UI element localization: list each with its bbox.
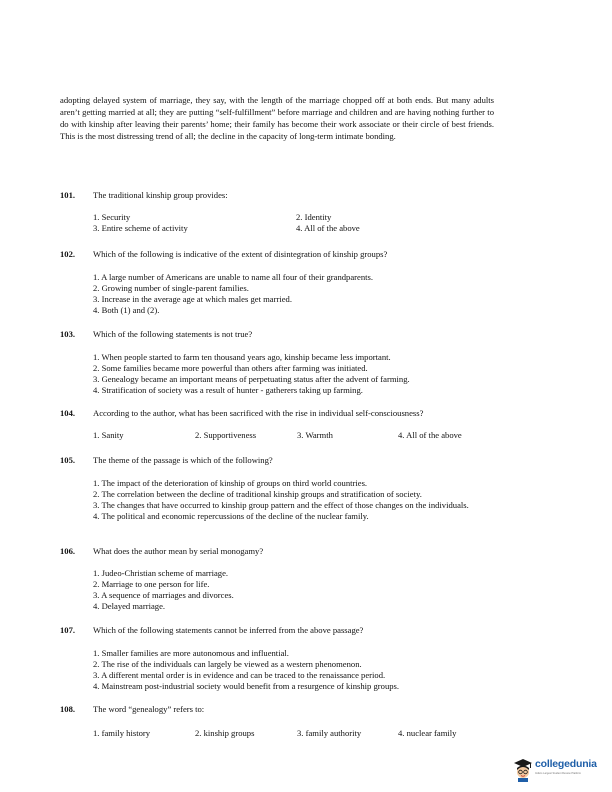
option: 1. The impact of the deterioration of kinship of groups on third world countries.: [93, 478, 368, 488]
option: 3. Genealogy became an important means of perpetuating status after the advent of farming.: [93, 374, 410, 384]
option: 3. Warmth: [297, 430, 333, 440]
option: 1. Smaller families are more autonomous and influential.: [93, 648, 289, 658]
option: 2. The rise of the individuals can largely be viewed as a western phenomenon.: [93, 659, 362, 669]
collegedunia-logo: [513, 757, 607, 785]
question-text: The theme of the passage is which of the following?: [93, 455, 273, 465]
option: 1. A large number of Americans are unable to name all four of their grandparents.: [93, 272, 373, 282]
question-text: What does the author mean by serial monogamy?: [93, 546, 264, 556]
option: 1. Security: [93, 212, 131, 222]
question-text: Which of the following statements is not true?: [93, 329, 253, 339]
option: 4. nuclear family: [398, 728, 457, 738]
option: 4. Stratification of society was a result of hunter - gatherers taking up farming.: [93, 385, 363, 395]
option: 3. Increase in the average age at which males get married.: [93, 294, 292, 304]
question-101: [60, 190, 500, 234]
option: 4. Both (1) and (2).: [93, 305, 160, 315]
option: 1. Sanity: [93, 430, 124, 440]
option: 4. Mainstream post-industrial society would benefit from a resurgence of kinship groups.: [93, 681, 400, 691]
option: 2. Some families became more powerful than others after farming was initiated.: [93, 363, 368, 373]
logo-wordmark: collegedunia: [535, 758, 597, 770]
option: 2. Marriage to one person for life.: [93, 579, 210, 589]
question-text: According to the author, what has been sacrificed with the rise in individual self-consciousness?: [93, 408, 424, 418]
logo-tagline: India's Largest Student Review Platform: [535, 772, 582, 775]
passage-end: adopting delayed system of marriage, they say, with the length of the marriage chopped off at both ends. But many adults aren’t getting married at all; they are putting “self-fulfillment” before marriage and children and are having nothing further to do with kinship after leaving their parents’ home; their family has become their work associate or their circle of best friends. This is the most distressing trend of all; the decline in the capacity of long-term intimate bonding.: [60, 95, 494, 141]
question-text: Which of the following is indicative of the extent of disintegration of kinship groups?: [93, 249, 388, 259]
question-text: The traditional kinship group provides:: [93, 190, 228, 200]
question-number: 102.: [60, 249, 76, 259]
question-102: [60, 249, 500, 316]
question-number: 107.: [60, 625, 76, 635]
option: 2. Supportiveness: [195, 430, 257, 440]
question-104: [60, 408, 500, 442]
question-106: [60, 546, 500, 612]
option: 3. A sequence of marriages and divorces.: [93, 590, 234, 600]
question-103: [60, 329, 500, 396]
option: 1. When people started to farm ten thousand years ago, kinship became less important.: [93, 352, 391, 362]
option: 2. The correlation between the decline of traditional kinship groups and stratification of society.: [93, 489, 422, 499]
question-number: 101.: [60, 190, 76, 200]
option: 1. family history: [93, 728, 151, 738]
graduate-mascot-icon: [513, 758, 533, 782]
option: 4. All of the above: [296, 223, 360, 233]
question-108: [60, 704, 500, 740]
option: 3. The changes that have occurred to kinship group pattern and the effect of those changes on the individuals.: [93, 500, 469, 510]
option: 2. Identity: [296, 212, 332, 222]
question-number: 108.: [60, 704, 76, 714]
question-text: Which of the following statements cannot be inferred from the above passage?: [93, 625, 364, 635]
option: 4. Delayed marriage.: [93, 601, 166, 611]
question-107: [60, 625, 500, 692]
question-105: [60, 455, 500, 522]
question-number: 104.: [60, 408, 76, 418]
option: 3. family authority: [297, 728, 362, 738]
option: 2. Growing number of single-parent families.: [93, 283, 249, 293]
question-number: 106.: [60, 546, 76, 556]
option: 4. The political and economic repercussions of the decline of the nuclear family.: [93, 511, 369, 521]
question-number: 103.: [60, 329, 76, 339]
question-text: The word “genealogy” refers to:: [93, 704, 205, 714]
option: 1. Judeo-Christian scheme of marriage.: [93, 568, 229, 578]
question-number: 105.: [60, 455, 76, 465]
option: 3. Entire scheme of activity: [93, 223, 188, 233]
option: 2. kinship groups: [195, 728, 255, 738]
option: 4. All of the above: [398, 430, 462, 440]
option: 3. A different mental order is in evidence and can be traced to the renaissance period.: [93, 670, 386, 680]
